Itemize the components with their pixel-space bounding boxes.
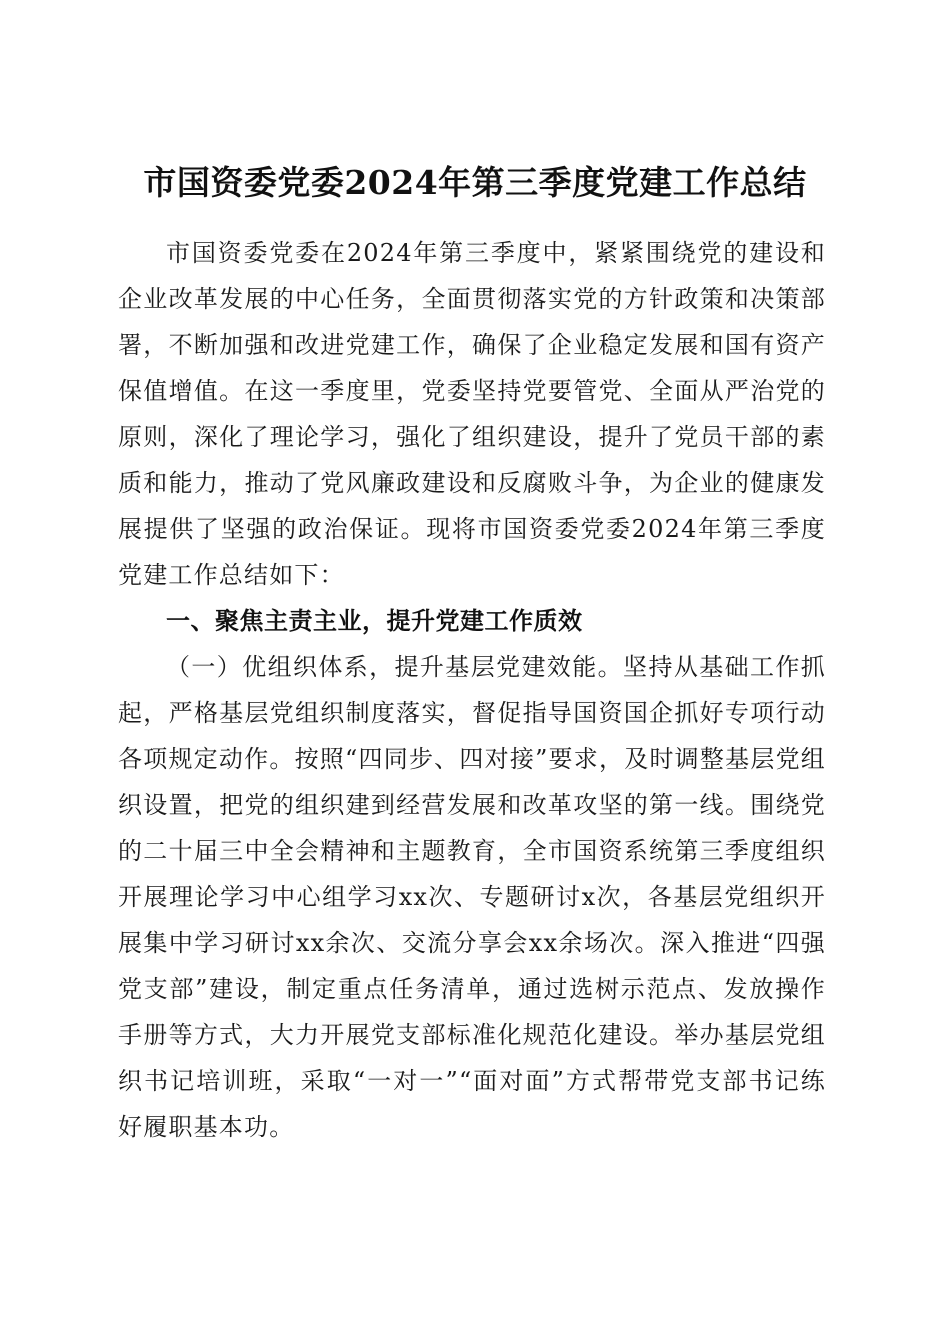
document-title: 市国资委党委2024年第三季度党建工作总结 <box>143 163 807 203</box>
document-body <box>118 230 826 1150</box>
subsection-heading: （一）优组织体系，提升基层党建效能。 <box>166 653 624 681</box>
section-heading: 一、聚焦主责主业，提升党建工作质效 <box>166 607 583 635</box>
subsection-paragraph <box>118 644 826 1150</box>
intro-paragraph: 市国资委党委在2024年第三季度中，紧紧围绕党的建设和企业改革发展的中心任务，全面贯彻落实党的方针政策和决策部署，不断加强和改进党建工作，确保了企业稳定发展和国有资产保值增值。在这一季度里，党委坚持党要管党、全面从严治党的原则，深化了理论学习，强化了组织建设，提升了党员干部的素质和能力，推动了党风廉政建设和反腐败斗争，为企业的健康发展提供了坚强的政治保证。现将市国资委党委2024年第三季度党建工作总结如下： <box>118 239 826 589</box>
subsection-body: 坚持从基础工作抓起，严格基层党组织制度落实，督促指导国资国企抓好专项行动各项规定动作。按照“四同步、四对接”要求，及时调整基层党组织设置，把党的组织建到经营发展和改革攻坚的第一线。围绕党的二十届三中全会精神和主题教育，全市国资系统第三季度组织开展理论学习中心组学习xx次、专题研讨x次，各基层党组织开展集中学习研讨xx余次、交流分享会xx余场次。深入推进“四强党支部”建设，制定重点任务清单，通过选树示范点、发放操作手册等方式，大力开展党支部标准化规范化建设。举办基层党组织书记培训班，采取“一对一”“面对面”方式帮带党支部书记练好履职基本功。 <box>118 653 826 1141</box>
